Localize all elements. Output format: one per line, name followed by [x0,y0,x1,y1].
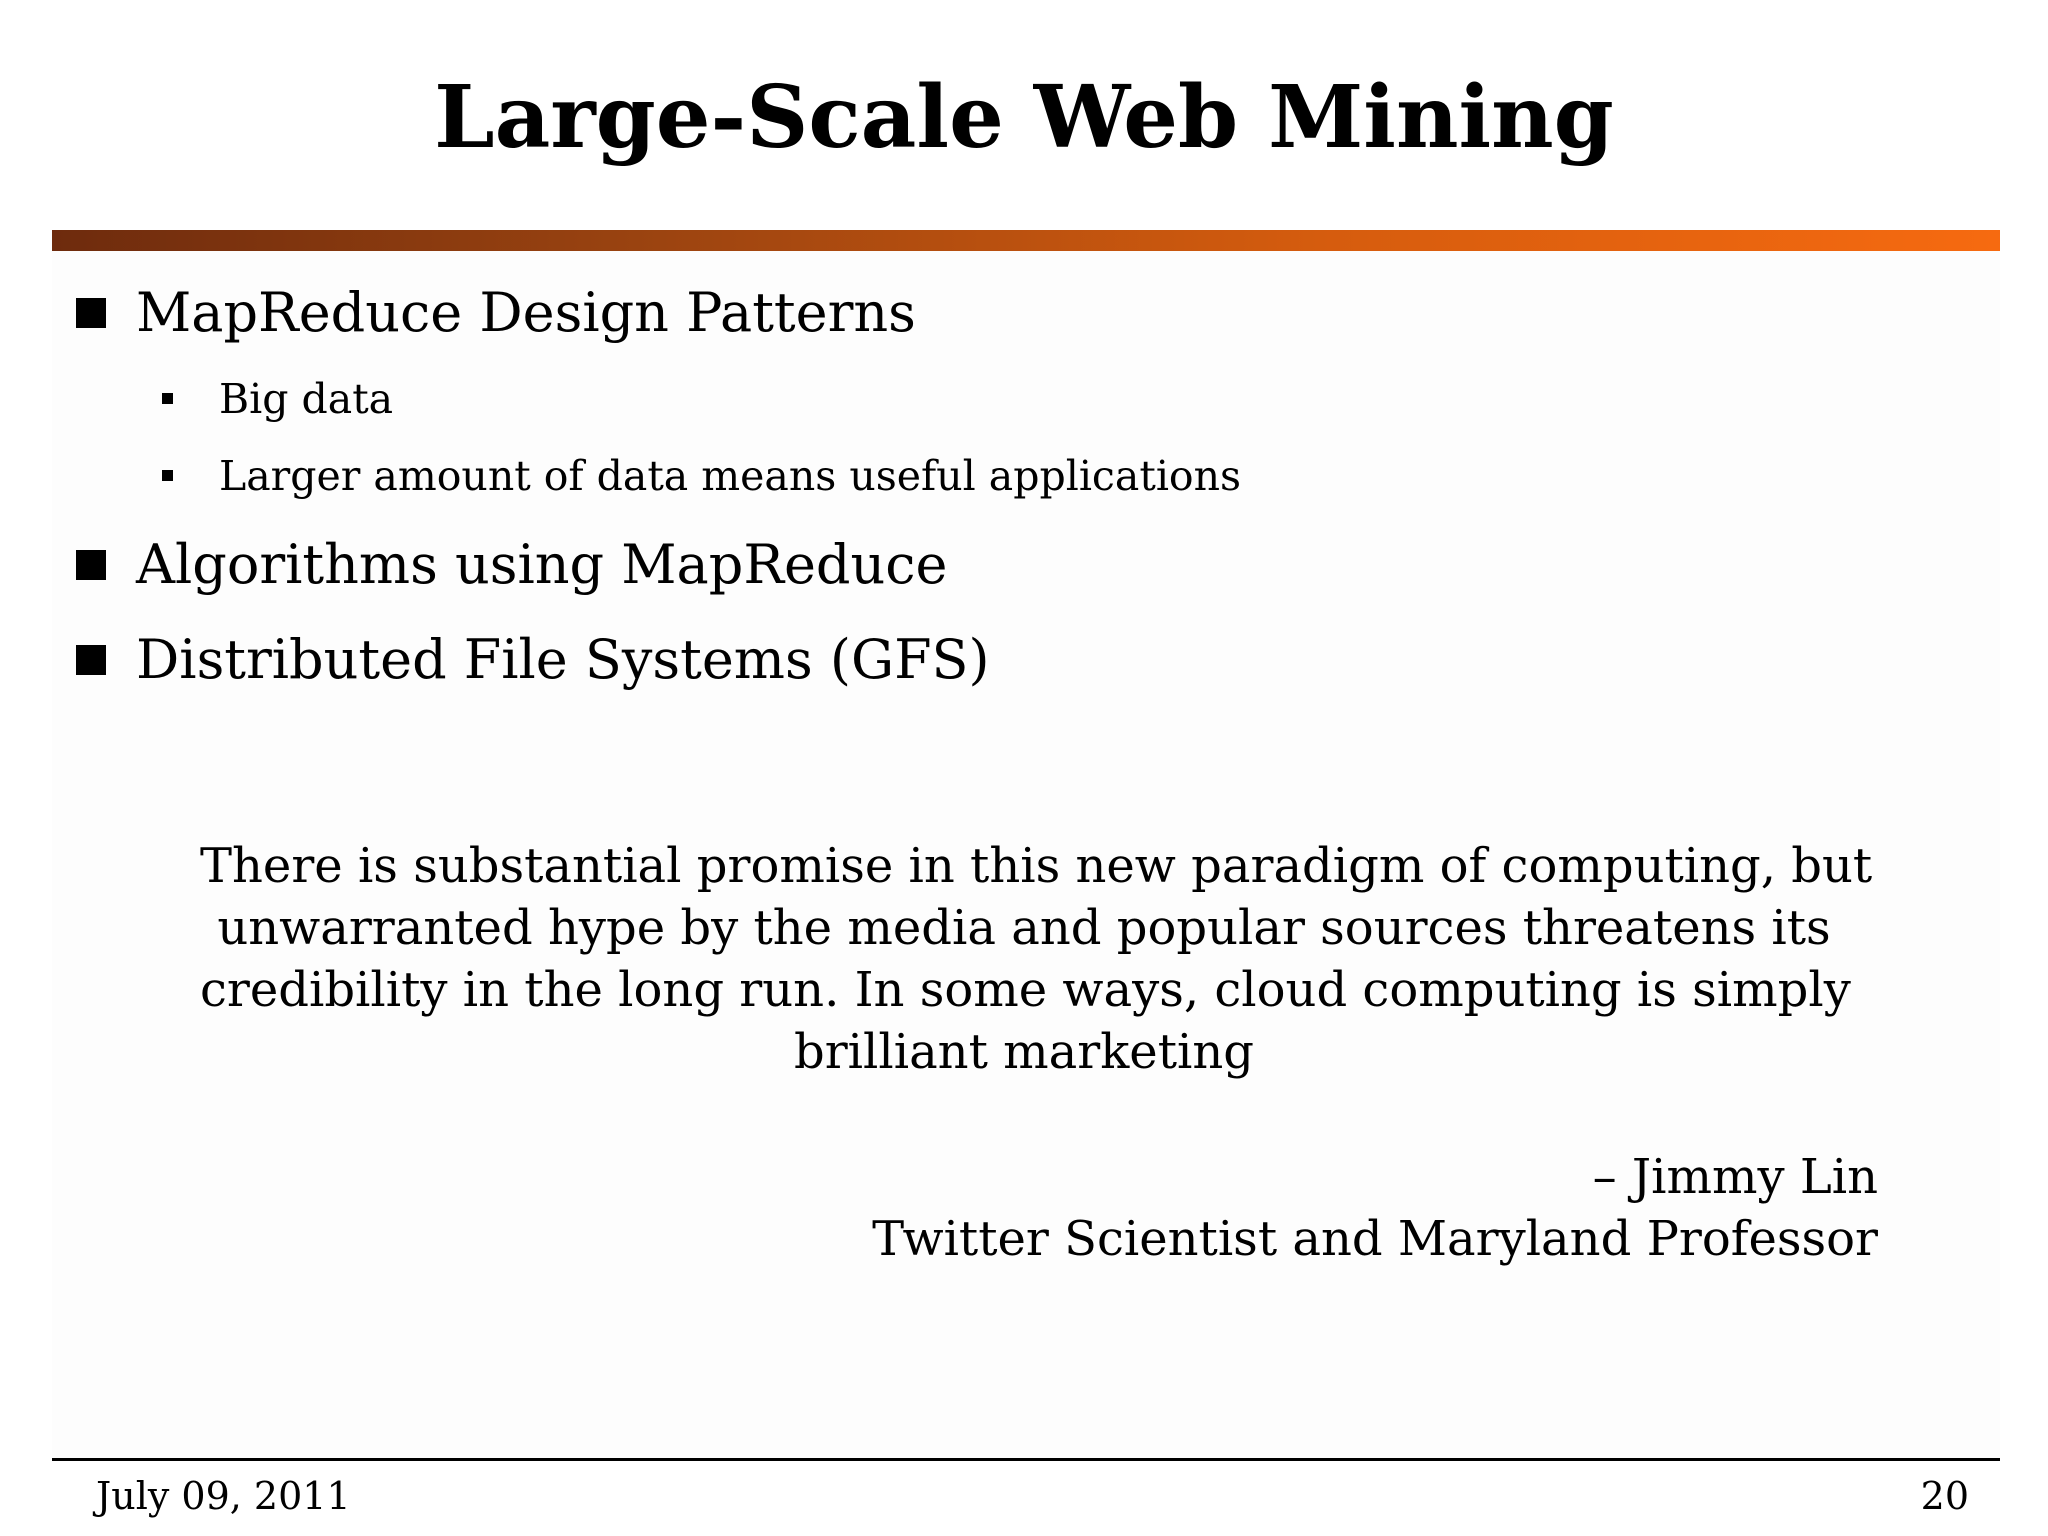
footer-divider [52,1458,2000,1461]
bullet-item-distributed-file-systems [76,628,990,692]
bullet-item-algorithms [76,533,947,597]
bullet-item-mapreduce-design-patterns [76,281,916,345]
slide-title: Large-Scale Web Mining [434,67,1614,168]
square-bullet-icon [76,645,106,675]
quote-affiliation: Twitter Scientist and Maryland Professor [872,1211,1878,1267]
subbullet-text: Big data [219,375,394,423]
quote-line: unwarranted hype by the media and popular sources threatens its [217,900,1831,956]
square-bullet-icon [76,298,106,328]
quote-line: brilliant marketing [793,1024,1254,1080]
quote-author: – Jimmy Lin [1592,1149,1878,1205]
bullet-text: Algorithms using MapReduce [136,533,948,596]
subbullet-item-larger-amount [162,451,1241,501]
subbullet-text: Larger amount of data means useful applications [219,452,1242,500]
subbullet-item-big-data [162,374,393,424]
quote-line: credibility in the long run. In some ways, cloud computing is simply [200,962,1851,1018]
page-number: 20 [1920,1474,1969,1518]
quote-block [200,835,1873,1083]
small-square-bullet-icon [162,470,173,481]
bullet-text: Distributed File Systems (GFS) [136,628,990,691]
bullet-list [0,0,2048,720]
small-square-bullet-icon [162,393,173,404]
square-bullet-icon [76,550,106,580]
bullet-text: MapReduce Design Patterns [136,281,916,344]
quote-line: There is substantial promise in this new paradigm of computing, but [200,838,1873,894]
footer-date: July 09, 2011 [96,1474,351,1518]
